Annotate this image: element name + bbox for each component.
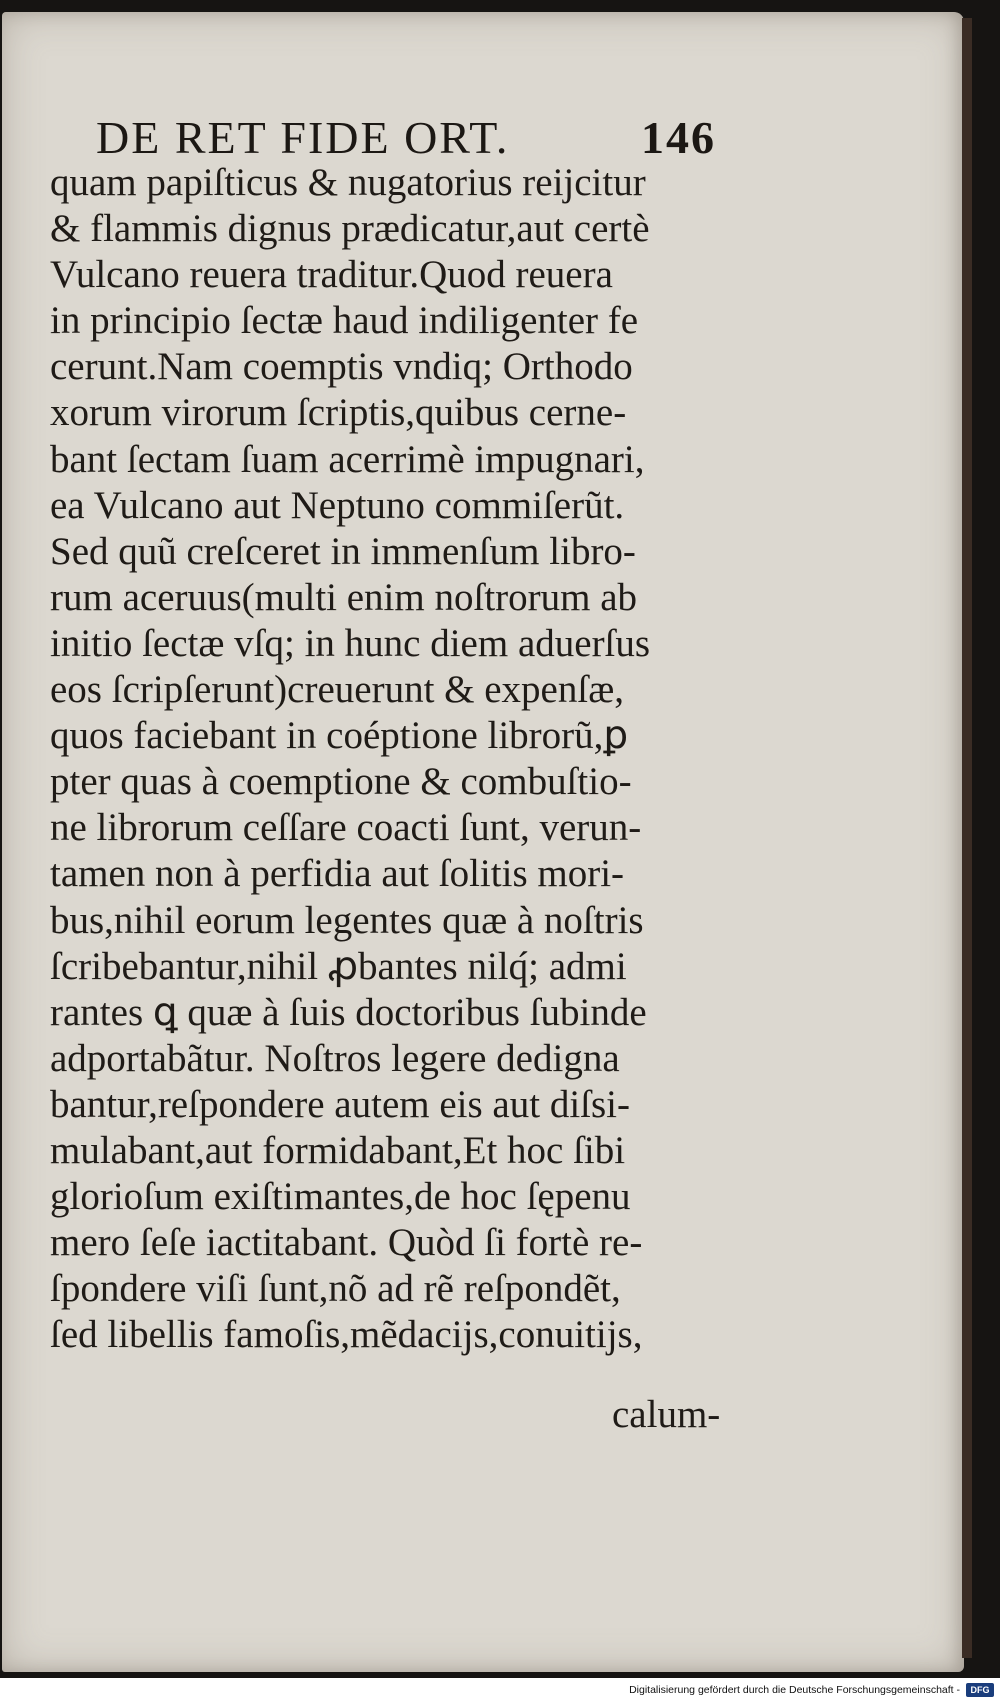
text-line: rum aceruus(multi enim noſtrorum ab: [50, 575, 638, 619]
text-line: bant ſectam ſuam acerrimè impugnari,: [50, 437, 645, 481]
text-line: mero ſeſe iactitabant. Quòd ſi fortè re-: [50, 1221, 643, 1265]
digitization-credit: Digitalisierung gefördert durch die Deutsche Forschungsgemeinschaft -: [629, 1684, 960, 1696]
page-number: 146: [641, 112, 716, 163]
body-text: [50, 160, 730, 1358]
text-line: & flammis dignus prædicatur,aut certè: [50, 207, 650, 251]
text-line: quam papiſticus & nugatorius reijcitur: [50, 161, 646, 204]
dfg-logo-icon: DFG: [966, 1683, 994, 1697]
text-line: Vulcano reuera traditur.Quod reuera: [50, 253, 613, 297]
text-line: ea Vulcano aut Neptuno commiſerũt.: [50, 483, 625, 527]
text-line: Sed quũ creſceret in immenſum libro-: [50, 529, 636, 573]
text-line: ne librorum ceſſare coacti ſunt, verun-: [50, 806, 642, 850]
text-line: mulabant,aut formidabant,Et hoc ſibi: [50, 1128, 626, 1172]
text-line: initio ſectæ vſq; in hunc diem aduerſus: [50, 621, 651, 665]
text-line: adportabãtur. Noſtros legere dedigna: [50, 1036, 620, 1080]
text-line: ſcribebantur,nihil ꝓbantes nilq́; admi: [50, 944, 627, 988]
text-line: cerunt.Nam coemptis vndiq; Orthodo: [50, 345, 633, 389]
text-line: pter quas à coemptione & combuſtio-: [50, 760, 632, 804]
text-line: quos faciebant in coéptione librorũ,ꝑ: [50, 714, 629, 758]
page-header: [96, 112, 716, 164]
text-line: bantur,reſpondere autem eis aut diſsi-: [50, 1082, 630, 1126]
text-line: tamen non à perfidia aut ſolitis mori-: [50, 852, 625, 896]
footer-bar: [0, 1678, 1000, 1704]
text-line: ſed libellis famoſis,mẽdacijs,conuitijs,: [50, 1313, 643, 1357]
catchword: calum-: [612, 1393, 721, 1436]
running-head: DE RET FIDE ORT.: [96, 112, 510, 163]
page-edge: [962, 18, 972, 1658]
text-line: ſpondere viſi ſunt,nõ ad rẽ reſpondẽt,: [50, 1267, 621, 1311]
text-line: xorum virorum ſcriptis,quibus cerne-: [50, 391, 627, 435]
text-line: eos ſcripſerunt)creuerunt & expenſæ,: [50, 668, 624, 712]
text-line: glorioſum exiſtimantes,de hoc ſępenu: [50, 1175, 631, 1219]
text-line: rantes ꝗ quæ à ſuis doctoribus ſubinde: [50, 990, 647, 1034]
text-line: in principio ſectæ haud indiligenter fe: [50, 299, 639, 343]
text-line: bus,nihil eorum legentes quæ à noſtris: [50, 898, 644, 942]
